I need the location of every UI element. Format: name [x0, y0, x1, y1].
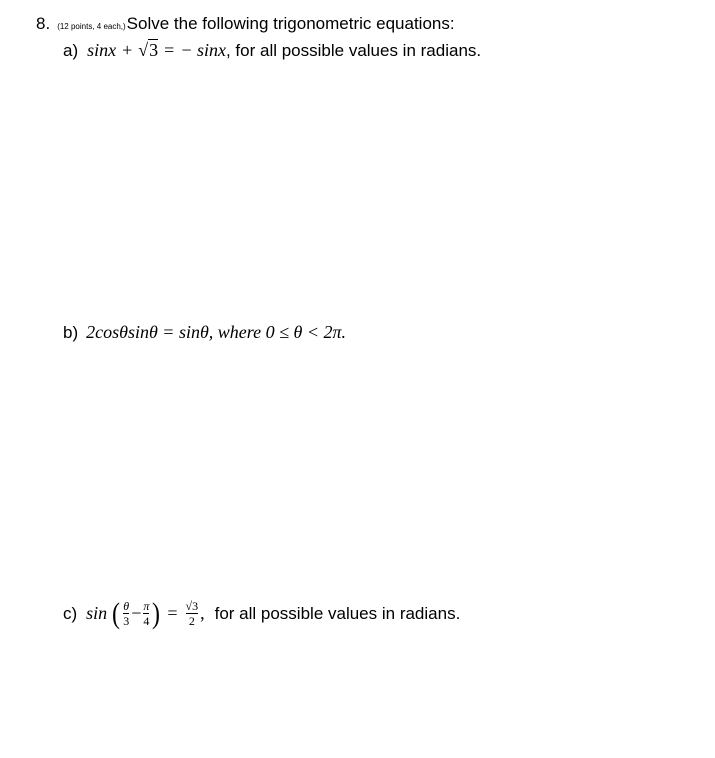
part-c-comma: ,	[200, 603, 205, 623]
part-a-equals: =	[164, 40, 175, 60]
part-a-suffix: , for all possible values in radians.	[225, 41, 482, 60]
fraction-theta-num: θ	[123, 599, 130, 613]
question-instruction: Solve the following trigonometric equations:	[126, 14, 455, 33]
fraction-theta-den: 3	[123, 614, 130, 628]
part-c-func: sin	[86, 603, 108, 623]
open-paren: (	[112, 596, 121, 630]
question-header	[36, 14, 455, 34]
part-a-plus: +	[122, 40, 133, 60]
part-a	[63, 40, 481, 61]
part-b	[63, 322, 346, 343]
fraction-sqrt3-den: 2	[188, 614, 195, 628]
part-c-label: c)	[63, 603, 78, 623]
fraction-sqrt3-num: √3	[185, 599, 199, 613]
sqrt-value: 3	[149, 40, 159, 60]
part-a-lhs: sinx	[87, 40, 117, 60]
close-paren: )	[152, 596, 161, 630]
part-c-minus: −	[131, 603, 142, 623]
part-b-equation: 2cosθsinθ = sinθ, where 0 ≤ θ < 2π.	[86, 322, 347, 342]
fraction-theta-3	[123, 600, 129, 627]
fraction-sqrt3-2	[186, 600, 199, 627]
part-a-label: a)	[63, 41, 79, 60]
fraction-pi-4	[143, 600, 149, 627]
sqrt-symbol: √	[138, 40, 149, 60]
fraction-pi-num: π	[143, 599, 150, 613]
part-c	[63, 596, 461, 630]
points-note: (12 points, 4 each,)	[57, 22, 126, 31]
part-c-equals: =	[167, 603, 178, 623]
part-a-sqrt	[138, 40, 158, 61]
part-a-rhs: − sinx	[180, 40, 226, 60]
question-number: 8.	[36, 14, 51, 33]
part-b-label: b)	[63, 323, 79, 342]
part-c-suffix: for all possible values in radians.	[214, 603, 461, 623]
fraction-pi-den: 4	[143, 614, 150, 628]
